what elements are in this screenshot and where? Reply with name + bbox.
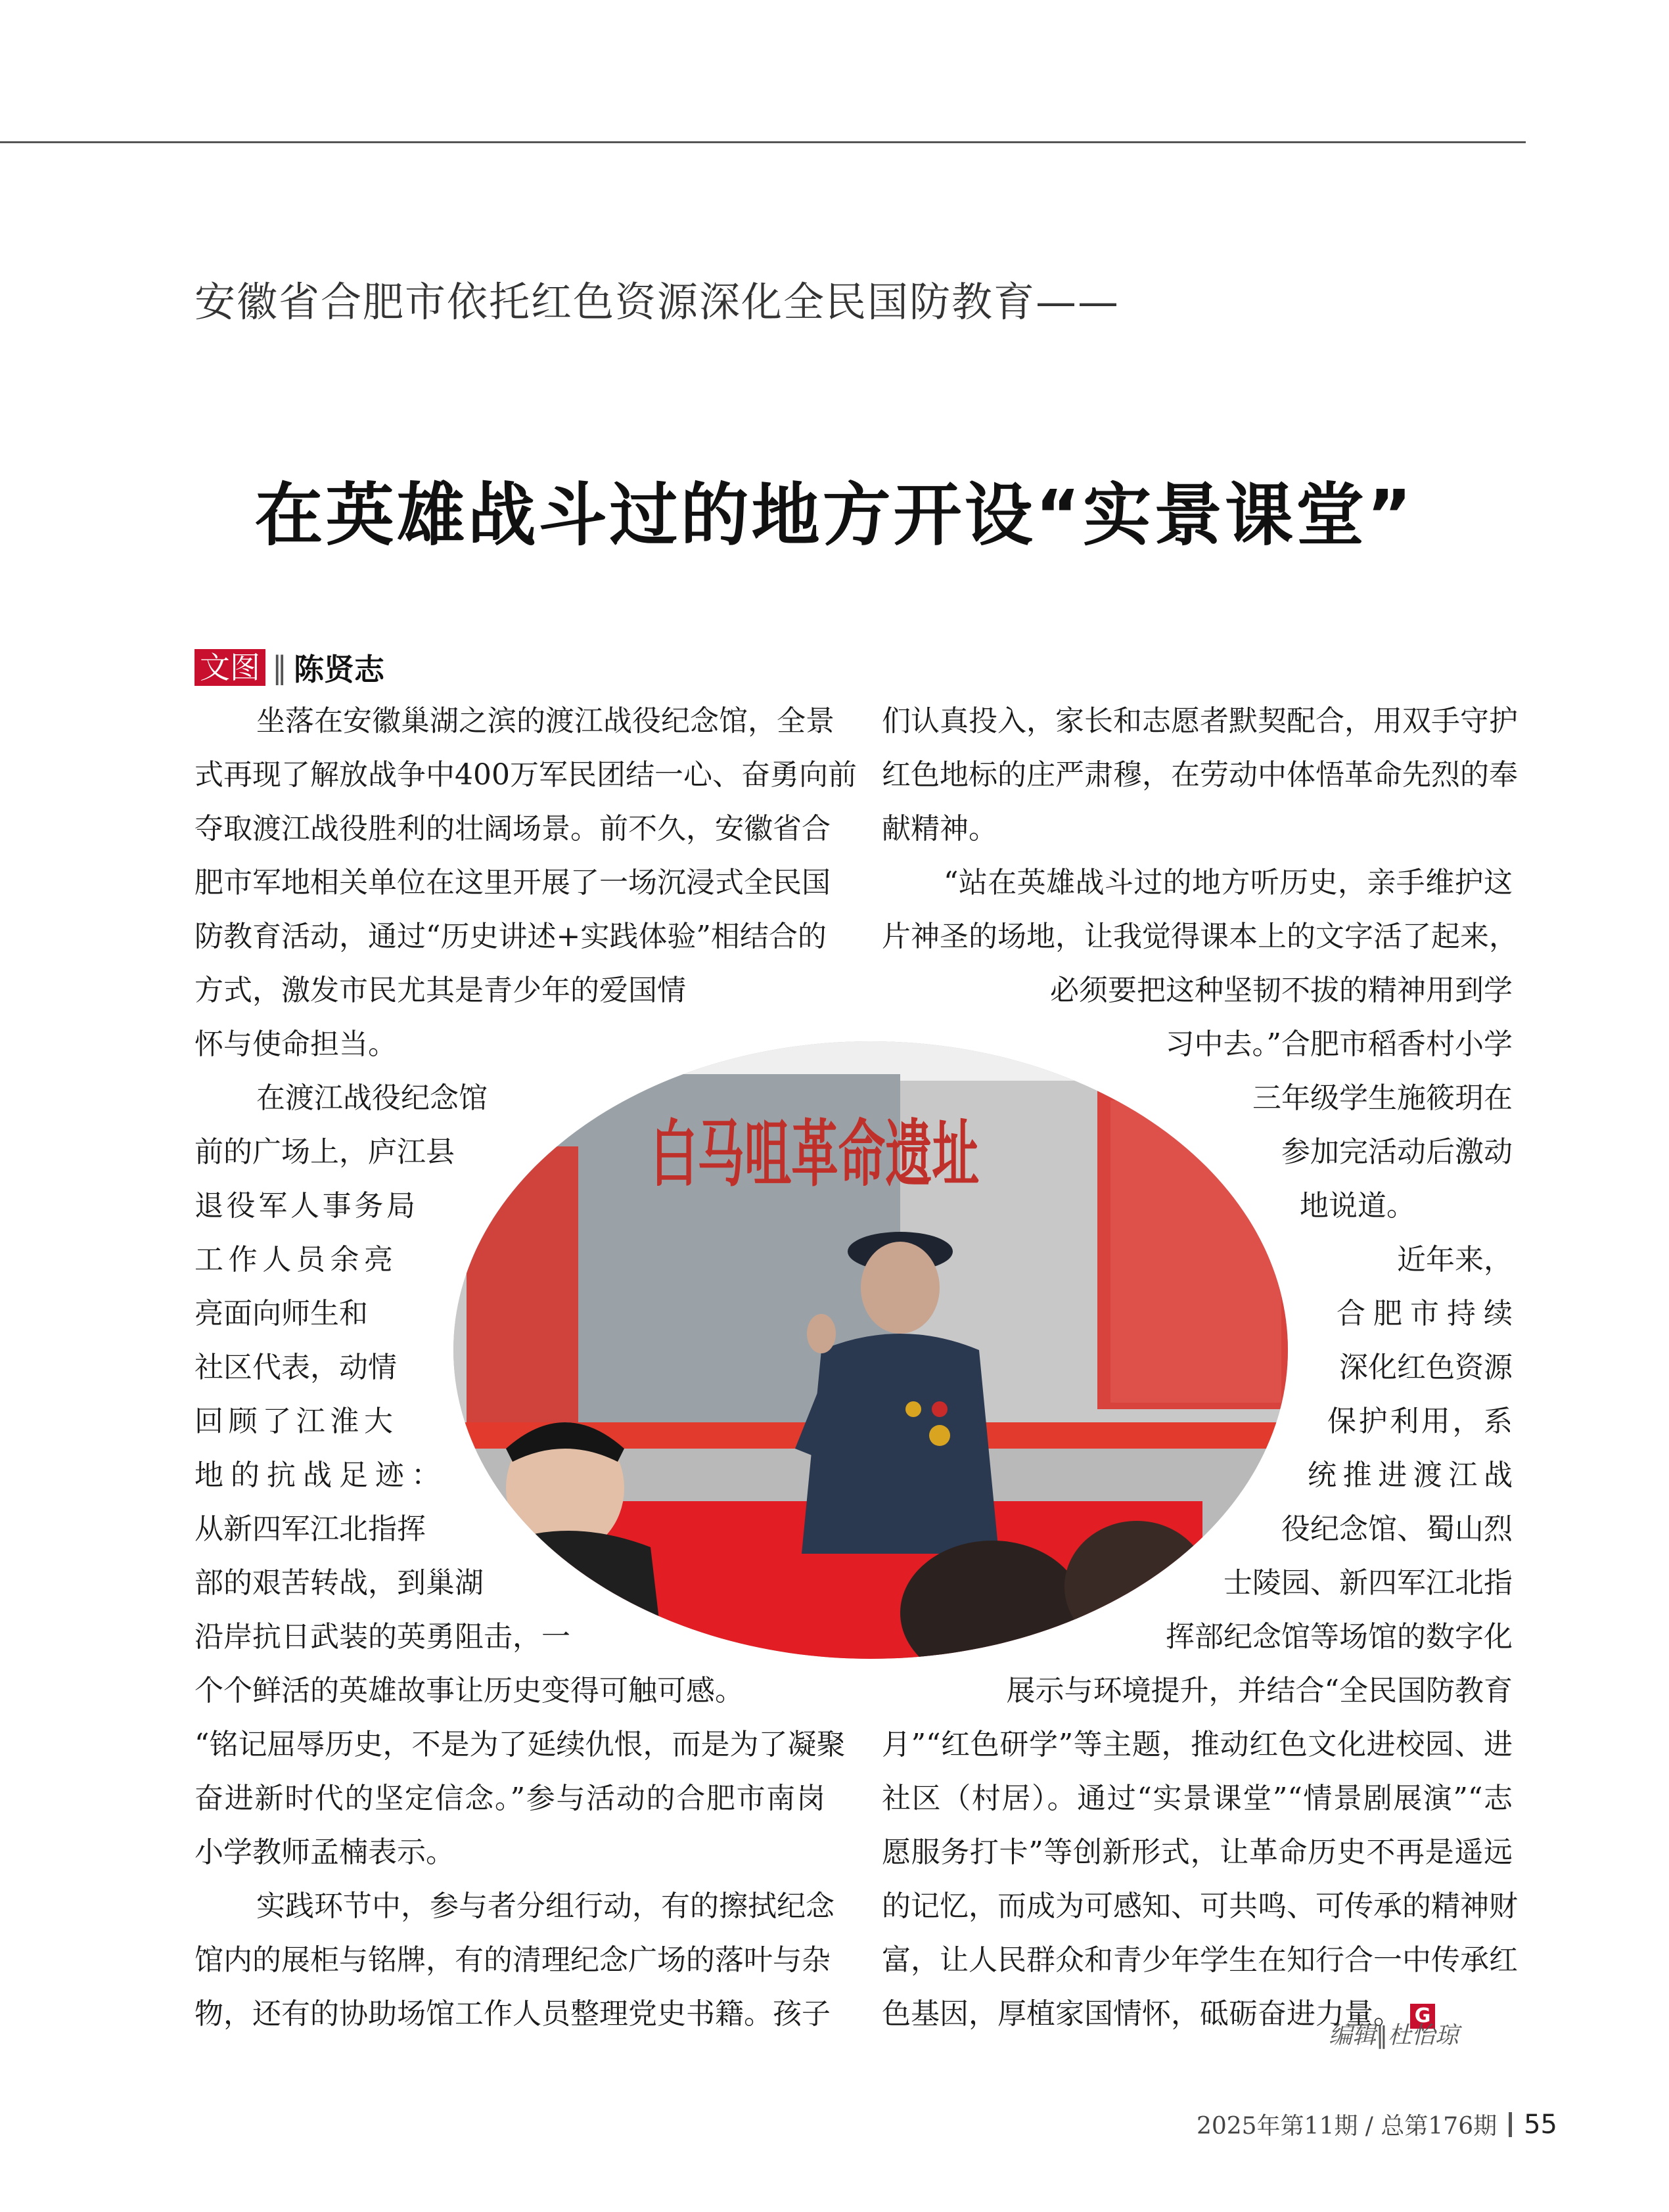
body-line: 退役军人事务局 (194, 1189, 415, 1223)
body-line: 部的艰苦转战，到巢湖 (194, 1566, 484, 1600)
folio-divider (1509, 2112, 1512, 2137)
body-line: 式再现了解放战争中400万军民团结一心、奋勇向前 (194, 758, 857, 792)
body-line: 挥部纪念馆等场馆的数字化 (1166, 1620, 1513, 1654)
body-line: 保护利用，系 (1327, 1405, 1513, 1438)
body-line: 回顾了江淮大 (194, 1405, 393, 1438)
body-line: 愿服务打卡”等创新形式，让革命历史不再是遥远 (882, 1836, 1513, 1869)
body-line-text: 色基因，厚植家国情怀，砥砺奋进力量。 (882, 1997, 1402, 2031)
photo-sign-text: 白马咀革命遗址 (651, 1112, 979, 1196)
body-line: 红色地标的庄严肃穆，在劳动中体悟革命先烈的奉 (882, 758, 1518, 792)
body-line: 社区（村居）。通过“实景课堂”“情景剧展演”“志 (882, 1782, 1513, 1815)
end-mark-icon: G (1410, 2004, 1435, 2029)
body-line: 奋进新时代的坚定信念。”参与活动的合肥市南岗 (194, 1782, 825, 1815)
body-line: 实践环节中，参与者分组行动，有的擦拭纪念 (256, 1889, 834, 1923)
body-line: 夺取渡江战役胜利的壮阔场景。前不久，安徽省合 (194, 812, 831, 846)
body-line: 富，让人民群众和青少年学生在知行合一中传承红 (882, 1943, 1518, 1977)
body-line: 习中去。”合肥市稻香村小学 (1165, 1027, 1513, 1061)
body-line: 地的抗战足迹： (194, 1458, 440, 1492)
body-line: 近年来， (1397, 1243, 1513, 1276)
body-line: 月”“红色研学”等主题，推动红色文化进校园、进 (882, 1728, 1513, 1761)
page-number: 55 (1524, 2109, 1557, 2140)
body-line: 前的广场上，庐江县 (194, 1135, 455, 1169)
body-line: 在渡江战役纪念馆 (256, 1081, 488, 1115)
body-line: 地说道。 (1300, 1189, 1415, 1223)
body-line: 必须要把这种坚韧不拔的精神用到学 (1050, 974, 1513, 1007)
body-line: “站在英雄战斗过的地方听历史，亲手维护这 (944, 866, 1513, 899)
body-line: “铭记屈辱历史，不是为了延续仇恨，而是为了凝聚 (194, 1728, 846, 1761)
body-line: 物，还有的协助场馆工作人员整理党史书籍。孩子 (194, 1997, 831, 2031)
body-line: 片神圣的场地，让我觉得课本上的文字活了起来， (882, 920, 1518, 953)
body-line: 统推进渡江战 (1308, 1458, 1513, 1492)
headline: 在英雄战斗过的地方开设“实景课堂” (254, 475, 1415, 555)
body-line: 三年级学生施筱玥在 (1252, 1081, 1513, 1115)
body-line: 参加完活动后激动 (1281, 1135, 1513, 1169)
body-line: 们认真投入，家长和志愿者默契配合，用双手守护 (882, 704, 1518, 738)
byline-separator: ‖ (272, 650, 287, 685)
body-line: 士陵园、新四军江北指 (1223, 1566, 1513, 1600)
body-line: 个个鲜活的英雄故事让历史变得可触可感。 (194, 1674, 744, 1707)
body-line: 的记忆，而成为可感知、可共鸣、可传承的精神财 (882, 1889, 1518, 1923)
article-photo (453, 1041, 1288, 1659)
body-line: 合肥市持续 (1337, 1297, 1513, 1330)
body-line: 社区代表，动情 (194, 1351, 397, 1384)
body-line: 坐落在安徽巢湖之滨的渡江战役纪念馆，全景 (256, 704, 834, 738)
body-line: 馆内的展柜与铭牌，有的清理纪念广场的落叶与杂 (194, 1943, 831, 1977)
byline-author: 陈贤志 (294, 652, 384, 687)
kicker: 安徽省合肥市依托红色资源深化全民国防教育—— (194, 278, 1120, 326)
folio (1197, 2108, 1557, 2141)
photo-illustration (453, 1041, 1288, 1659)
byline (194, 649, 384, 686)
body-line: 防教育活动，通过“历史讲述+实践体验”相结合的 (194, 920, 827, 953)
body-line: 深化红色资源 (1339, 1351, 1513, 1384)
body-line: 怀与使命担当。 (194, 1027, 397, 1061)
byline-tag: 文图 (194, 649, 265, 686)
top-rule (0, 141, 1526, 143)
body-line: 方式，激发市民尤其是青少年的爱国情 (194, 974, 686, 1007)
body-line: 亮面向师生和 (194, 1297, 368, 1330)
body-line: 役纪念馆、蜀山烈 (1281, 1512, 1513, 1546)
body-line: 从新四军江北指挥 (194, 1512, 426, 1546)
body-line: 献精神。 (882, 812, 997, 846)
body-line: 沿岸抗日武装的英勇阻击，一 (194, 1620, 570, 1654)
issue-info: 2025年第11期 / 总第176期 (1196, 2113, 1498, 2140)
editor-signature: 编辑‖杜怡琼 (1329, 2022, 1459, 2049)
body-line: 工作人员余亮 (194, 1243, 393, 1276)
body-line: 小学教师孟楠表示。 (194, 1836, 455, 1869)
body-line: 肥市军地相关单位在这里开展了一场沉浸式全民国 (194, 866, 831, 899)
body-line: 展示与环境提升，并结合“全民国防教育 (1006, 1674, 1513, 1707)
